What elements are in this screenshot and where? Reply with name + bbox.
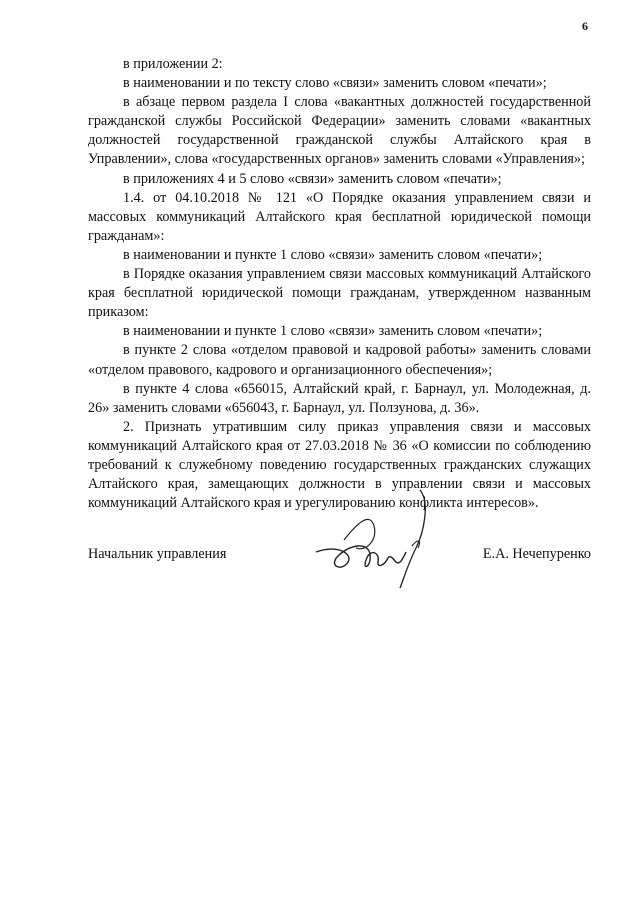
signer-name: Е.А. Нечепуренко bbox=[482, 546, 591, 562]
signer-title: Начальник управления bbox=[88, 546, 227, 562]
page-number: 6 bbox=[582, 19, 588, 33]
paragraph: в пункте 2 слова «отделом правовой и кадровой работы» заменить словами «отделом правового, кадрового и организационного обеспечения»; bbox=[88, 342, 591, 378]
paragraph: 2. Признать утратившим силу приказ управления связи и массовых коммуникаций Алтайского края от 27.03.2018 № 36 «О комиссии по соблюдению требований к служебному поведению государственных гражданских служащих Алтайского края, замещающих должности в управлении связи и массовых коммуникаций Алтайского края и урегулированию конфликта интересов». bbox=[88, 418, 591, 512]
paragraph: 1.4. от 04.10.2018 № 121 «О Порядке оказания управлением связи и массовых коммуникаций Алтайского края бесплатной юридической помощи гражданам»: bbox=[88, 189, 591, 244]
paragraph: в Порядке оказания управлением связи массовых коммуникаций Алтайского края бесплатной юридической помощи гражданам, утвержденном названным приказом: bbox=[88, 266, 591, 321]
paragraph: в абзаце первом раздела I слова «вакантных должностей государственной гражданской службы Российской Федерации» заменить словами «вакантных должностей государственной гражданской службы Алтайского края в Управлении», слова «государственных органов» заменить словами «Управления»; bbox=[88, 94, 591, 168]
paragraph: в приложении 2: bbox=[123, 56, 223, 72]
signature-block bbox=[88, 540, 591, 580]
document-body bbox=[88, 55, 591, 513]
paragraph: в наименовании и пункте 1 слово «связи» заменить словом «печати»; bbox=[123, 246, 543, 263]
paragraph: в наименовании и по тексту слово «связи» заменить словом «печати»; bbox=[123, 75, 547, 92]
paragraph: в наименовании и пункте 1 слово «связи» заменить словом «печати»; bbox=[123, 323, 543, 340]
handwritten-signature bbox=[308, 482, 438, 592]
paragraph: в пункте 4 слова «656015, Алтайский край, г. Барнаул, ул. Молодежная, д. 26» заменить словами «656043, г. Барнаул, ул. Ползунова, д. 36». bbox=[88, 380, 591, 416]
paragraph: в приложениях 4 и 5 слово «связи» заменить словом «печати»; bbox=[123, 170, 502, 187]
